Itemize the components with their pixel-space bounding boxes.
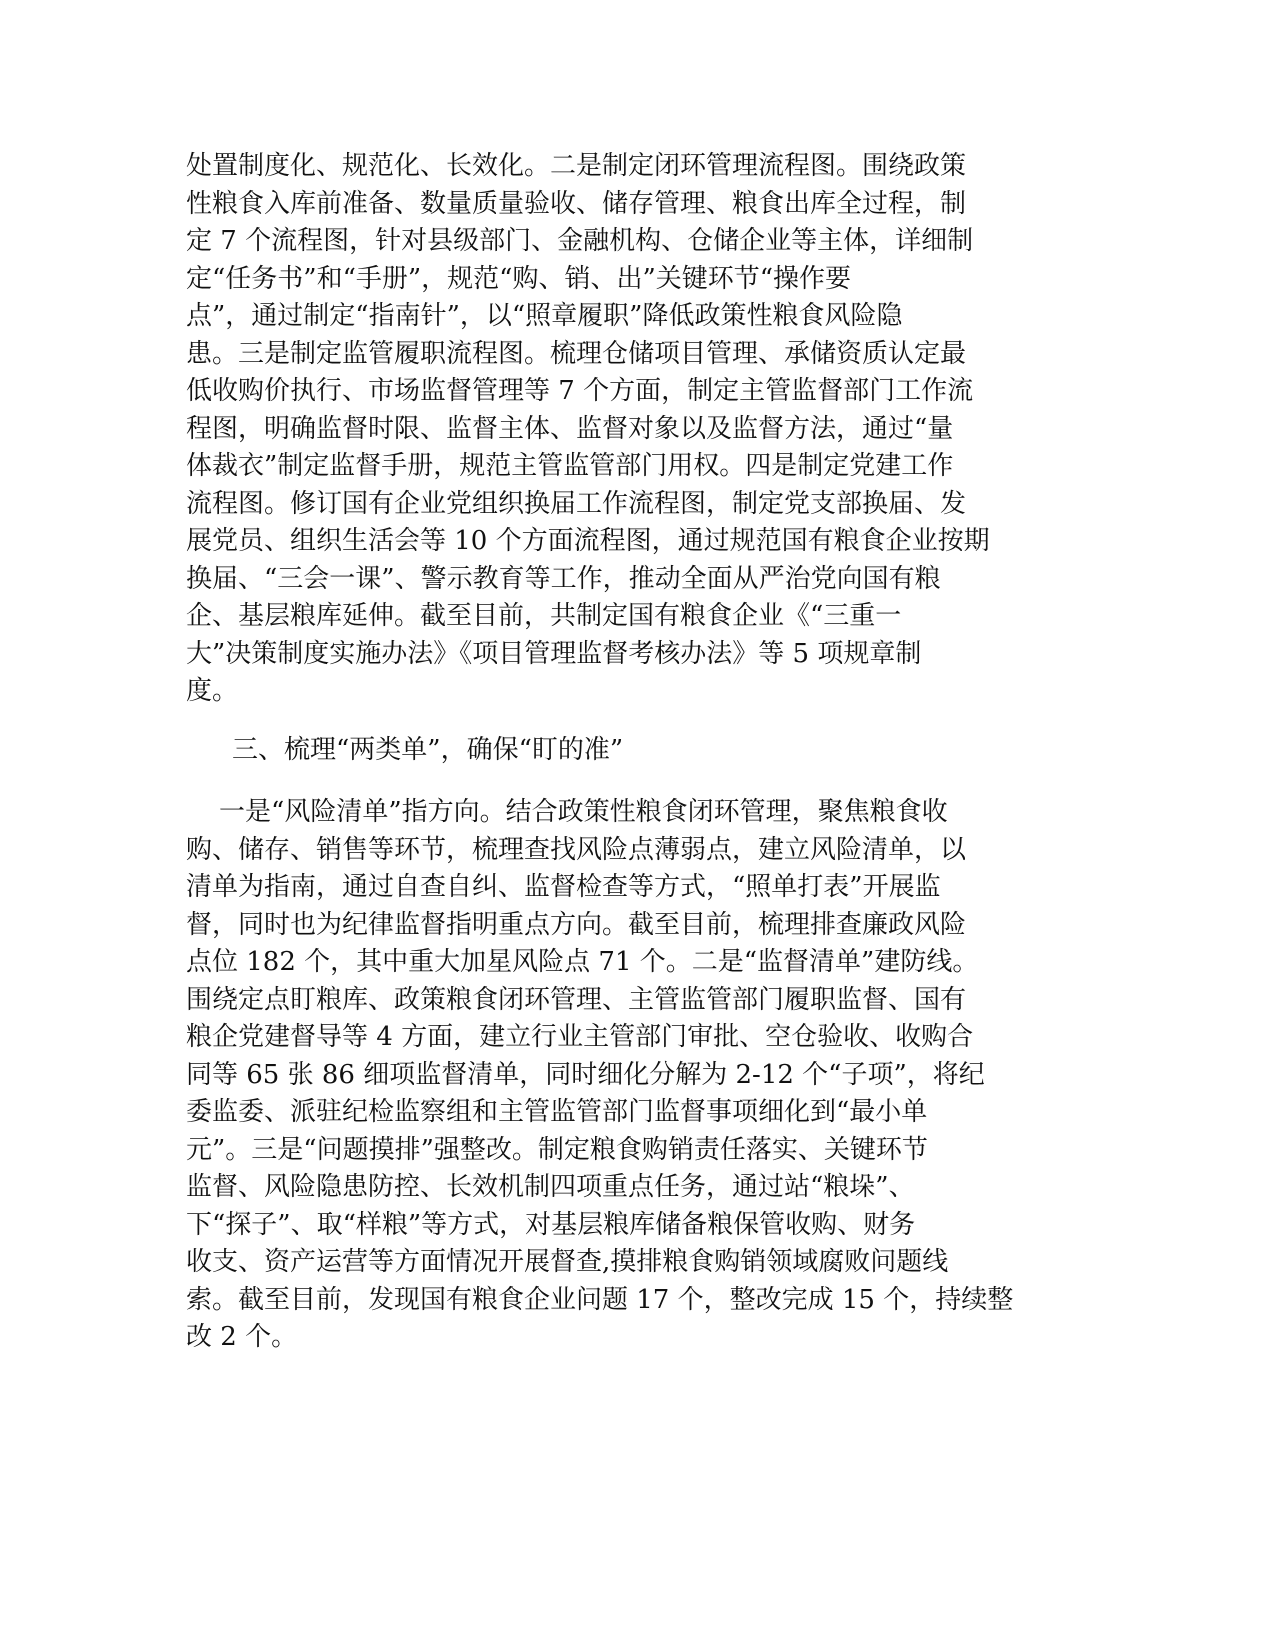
text-line: 低收购价执行、市场监督管理等 7 个方面，制定主管监督部门工作流 <box>186 376 974 406</box>
text-line: 点位 182 个，其中重大加星风险点 71 个。二是“监督清单”建防线。 <box>186 947 979 977</box>
text-line: 患。三是制定监管履职流程图。梳理仓储项目管理、承储资质认定最 <box>186 338 967 369</box>
text-line: 处置制度化、规范化、长效化。二是制定闭环管理流程图。围绕政策 <box>186 151 967 181</box>
section-heading <box>186 732 1086 770</box>
text-line: 购、储存、销售等环节，梳理查找风险点薄弱点，建立风险清单，以 <box>186 834 967 865</box>
text-line: 粮企党建督导等 4 方面，建立行业主管部门审批、空仓验收、收购合 <box>186 1022 974 1052</box>
text-line: 程图，明确监督时限、监督主体、监督对象以及监督方法，通过“量 <box>186 413 954 444</box>
text-line: 定 7 个流程图，针对县级部门、金融机构、仓储企业等主体，详细制 <box>186 226 974 256</box>
text-line: 委监委、派驻纪检监察组和主管监管部门监督事项细化到“最小单 <box>186 1097 928 1127</box>
text-line: 企、基层粮库延伸。截至目前，共制定国有粮食企业《“三重一 <box>186 601 902 631</box>
text-line: 流程图。修订国有企业党组织换届工作流程图，制定党支部换届、发 <box>186 488 967 519</box>
text-line: 展党员、组织生活会等 10 个方面流程图，通过规范国有粮食企业按期 <box>186 526 990 556</box>
text-line: 清单为指南，通过自查自纠、监督检查等方式，“照单打表”开展监 <box>186 872 941 902</box>
text-line: 定“任务书”和“手册”，规范“购、销、出”关键环节“操作要 <box>186 263 852 294</box>
text-line: 围绕定点盯粮库、政策粮食闭环管理、主管监管部门履职监督、国有 <box>186 984 967 1015</box>
text-line: 同等 65 张 86 细项监督清单，同时细化分解为 2-12 个“子项”，将纪 <box>186 1059 985 1090</box>
text-line: 监督、风险隐患防控、长效机制四项重点任务，通过站“粮垛”、 <box>186 1172 915 1202</box>
text-line: 收支、资产运营等方面情况开展督查,摸排粮食购销领域腐败问题线 <box>186 1247 949 1277</box>
text-line: 换届、“三会一课”、警示教育等工作，推动全面从严治党向国有粮 <box>186 563 941 594</box>
text-line: 改 2 个。 <box>186 1322 298 1352</box>
section-heading-text: 三、梳理“两类单”，确保“盯的准” <box>232 735 624 765</box>
text-line: 一是“风险清单”指方向。结合政策性粮食闭环管理，聚焦粮食收 <box>186 797 948 827</box>
paragraph-two-lists <box>186 794 1086 1357</box>
text-line: 督，同时也为纪律监督指明重点方向。截至目前，梳理排查廉政风险 <box>186 909 967 940</box>
text-line: 度。 <box>186 676 239 706</box>
text-line: 体裁衣”制定监督手册，规范主管监管部门用权。四是制定党建工作 <box>186 451 954 481</box>
paragraph-process-charts <box>186 148 1086 711</box>
text-line: 元”。三是“问题摸排”强整改。制定粮食购销责任落实、关键环节 <box>186 1134 928 1165</box>
text-line: 索。截至目前，发现国有粮食企业问题 17 个，整改完成 15 个，持续整 <box>186 1284 1014 1315</box>
text-line: 性粮食入库前准备、数量质量验收、储存管理、粮食出库全过程，制 <box>186 188 967 219</box>
text-line: 下“探子”、取“样粮”等方式，对基层粮库储备粮保管收购、财务 <box>186 1209 916 1240</box>
text-line: 大”决策制度实施办法》《项目管理监督考核办法》等 5 项规章制 <box>186 638 922 669</box>
text-line: 点”，通过制定“指南针”，以“照章履职”降低政策性粮食风险隐 <box>186 301 903 331</box>
